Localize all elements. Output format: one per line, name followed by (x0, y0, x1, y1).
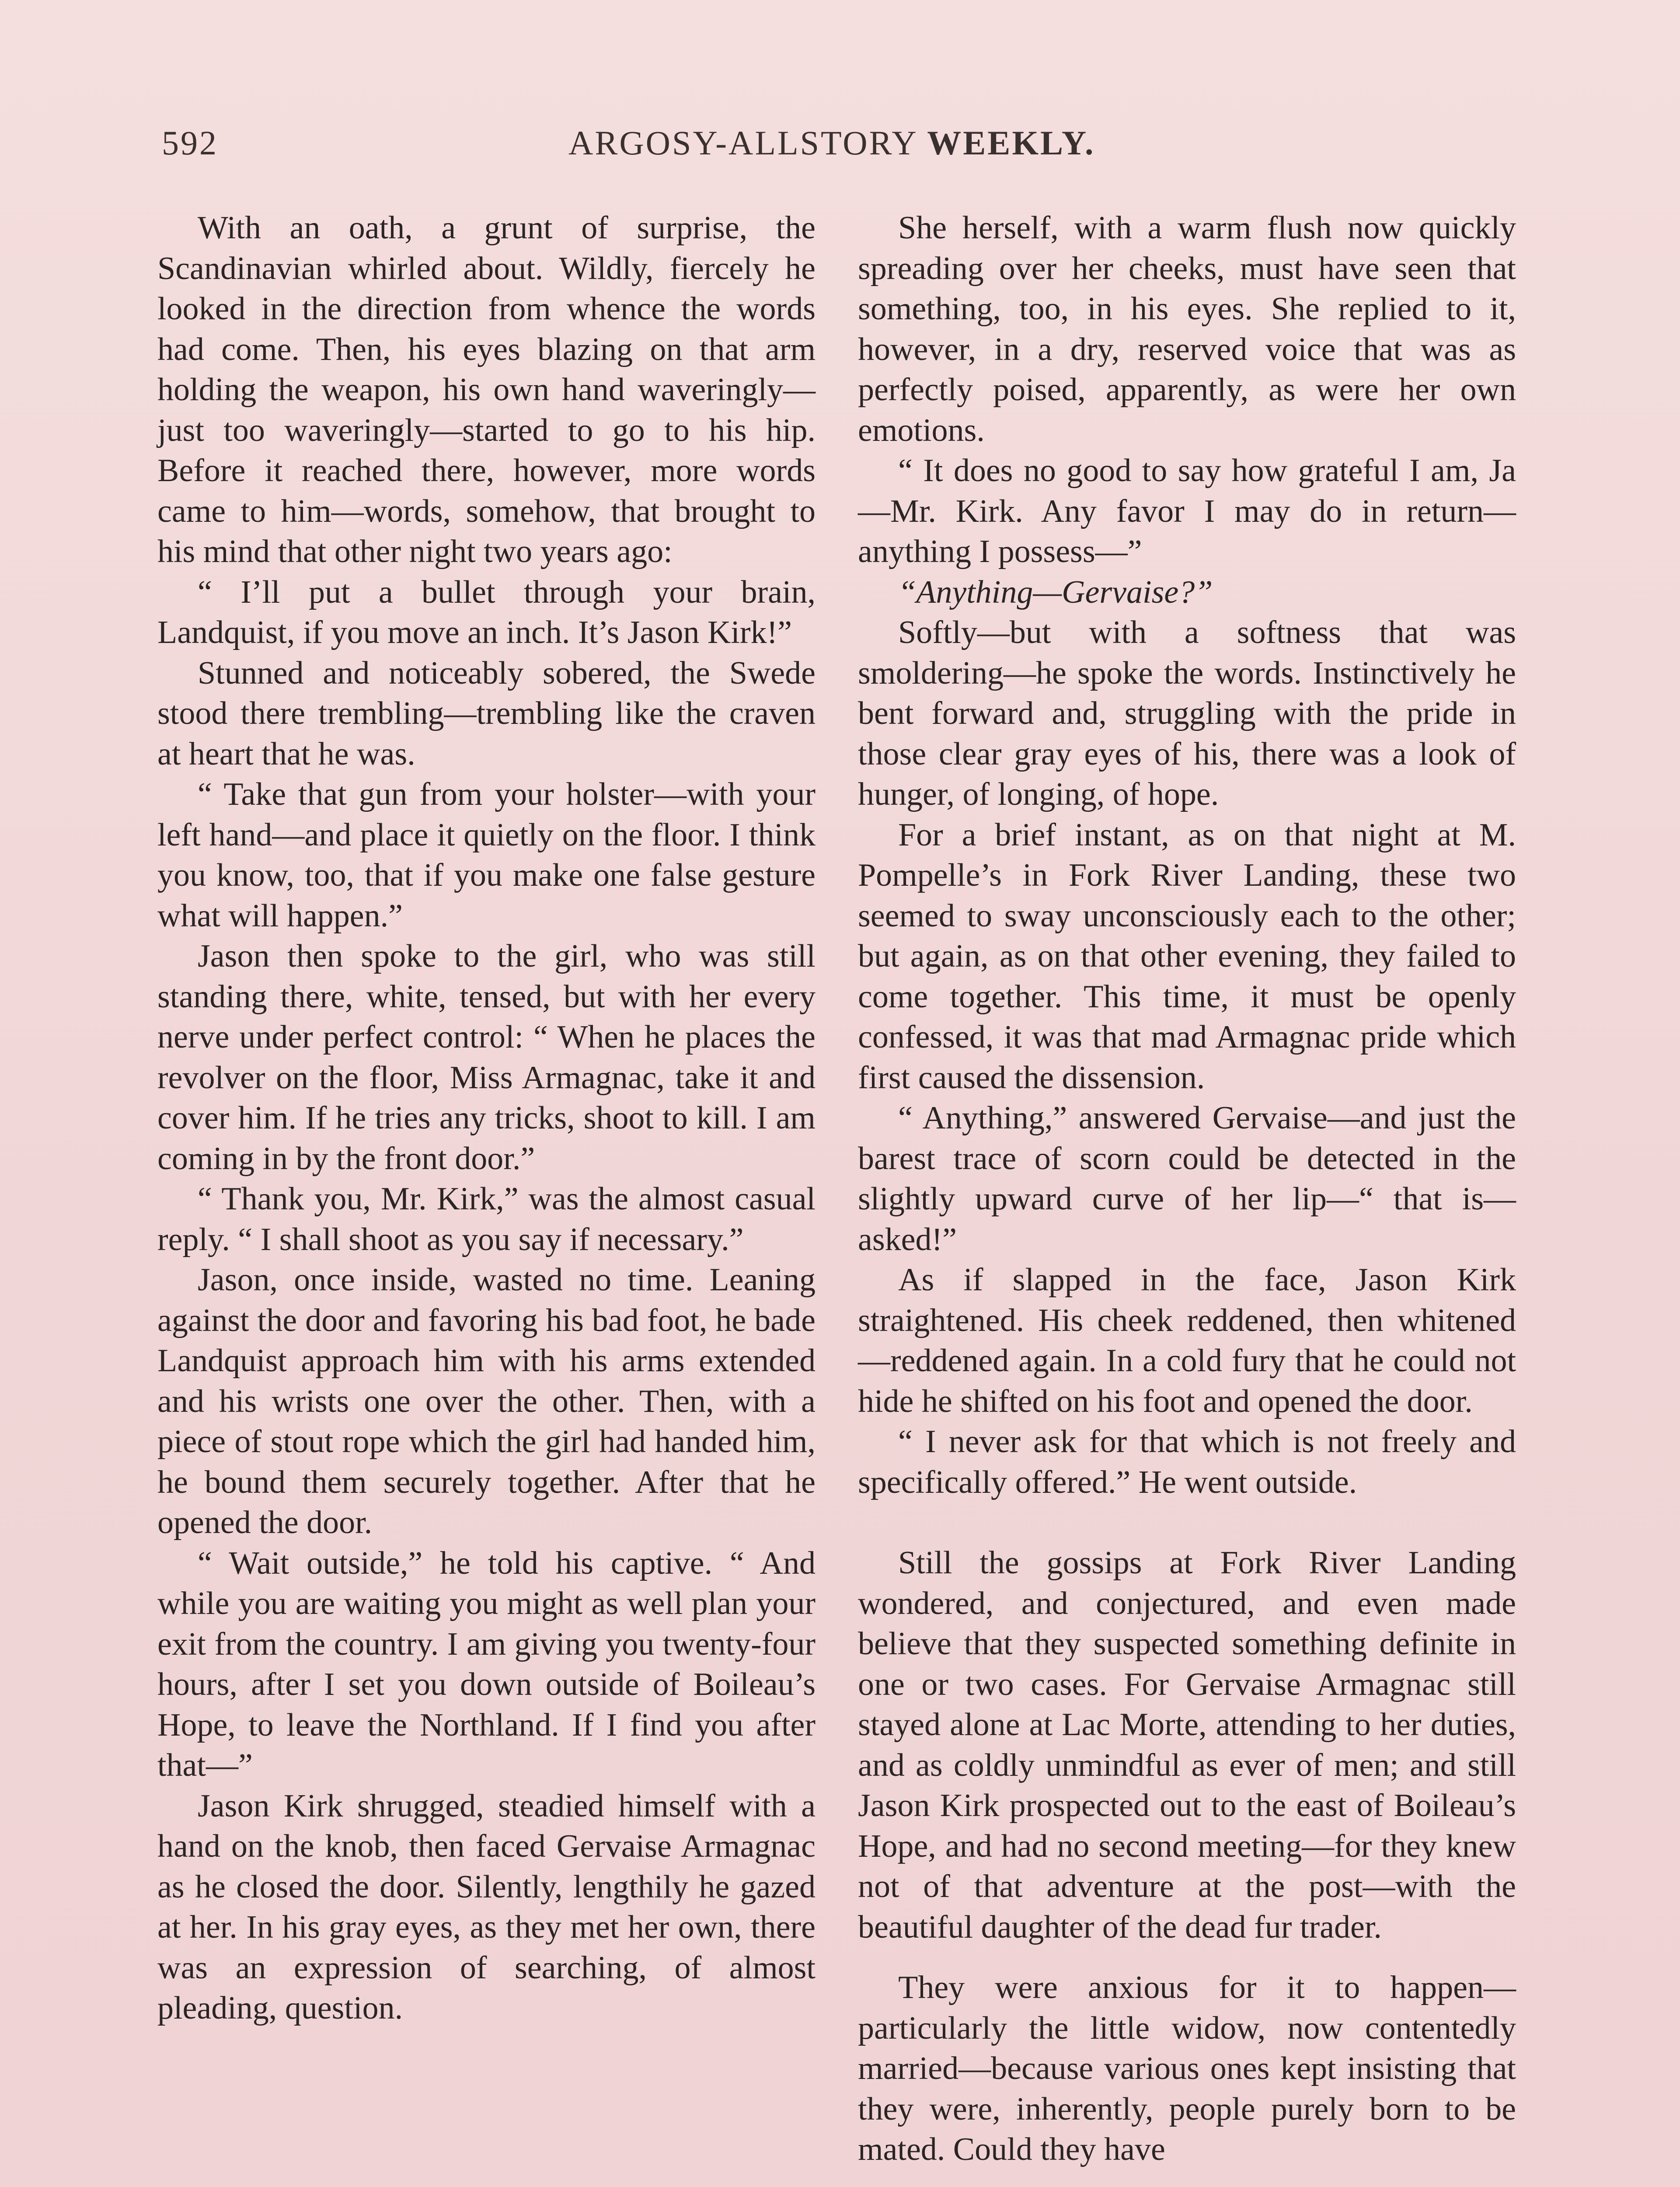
paragraph: Still the gossips at Fork River Landing wondered, and conjectured, and even made believe that they suspected something definite in one or two cases. For Gervaise Armagnac still stayed alone at Lac Morte, attending to her duties, and as coldly unmindful as ever of men; and still Jason Kirk prospected out to the east of Boileau’s Hope, and had no second meeting—for they knew not of that adventure at the post—with the beautiful daughter of the dead fur trader. (858, 1545, 1516, 1945)
paragraph: Stunned and noticeably sobered, the Swede stood there trembling—trembling like the craven at heart that he was. (157, 655, 816, 772)
paragraph: They were anxious for it to happen—particularly the little widow, now contentedly married—because various ones kept insisting that they were, inherently, people purely born to be mated. Could they have (858, 1970, 1516, 2167)
paragraph: Jason then spoke to the girl, who was still standing there, white, tensed, but with her every nerve under perfect control: “ When he places the revolver on the floor, Miss Armagnac, take it and cover him. If he tries any tricks, shoot to kill. I am coming in by the front door.” (157, 938, 816, 1177)
running-header (162, 123, 1517, 171)
paragraph: For a brief instant, as on that night at M. Pompelle’s in Fork River Landing, these two seemed to sway unconsciously each to the other; but again, as on that other evening, they failed to come together. This time, it must be openly confessed, it was that mad Armagnac pride which first caused the dissension. (858, 817, 1516, 1096)
paragraph: She herself, with a warm flush now quickly spreading over her cheeks, must have seen that something, too, in his eyes. She replied to it, however, in a dry, reserved voice that was as perfectly poised, apparently, as were her own emotions. (858, 210, 1516, 448)
paragraph: Jason, once inside, wasted no time. Leaning against the door and favoring his bad foot, he bade Landquist approach him with his arms extended and his wrists one over the other. Then, with a piece of stout rope which the girl had handed him, he bound them securely together. After that he opened the door. (157, 1262, 816, 1541)
title-regular: ARGOSY-ALLSTORY (568, 124, 927, 162)
magazine-title (568, 123, 1095, 163)
paragraph: “ Wait outside,” he told his captive. “ And while you are waiting you might as well plan your exit from the country. I am giving you twenty-four hours, after I set you down outside of Boileau’s Hope, to leave the Northland. If I find you after that—” (157, 1545, 816, 1783)
paragraph: As if slapped in the face, Jason Kirk straightened. His cheek reddened, then whitened—reddened again. In a cold fury that he could not hide he shifted on his foot and opened the door. (858, 1262, 1516, 1419)
paragraph: “ Thank you, Mr. Kirk,” was the almost casual reply. “ I shall shoot as you say if necessary.” (157, 1181, 816, 1258)
paragraph: With an oath, a grunt of surprise, the Scandinavian whirled about. Wildly, fiercely he looked in the direction from whence the words had come. Then, his eyes blazing on that arm holding the weapon, his own hand waveringly—just too waveringly—started to go to his hip. Before it reached there, however, more words came to him—words, somehow, that brought to his mind that other night two years ago: (157, 210, 816, 569)
paragraph: “ I never ask for that which is not freely and specifically offered.” He went outside. (858, 1424, 1516, 1500)
right-column (858, 208, 1516, 2170)
paragraph: “ Take that gun from your holster—with your left hand—and place it quietly on the floor. I think you know, too, that if you make one false gesture what will happen.” (157, 776, 816, 934)
left-column (157, 208, 816, 2029)
paragraph: “ It does no good to say how grateful I am, Ja—Mr. Kirk. Any favor I may do in return—anything I possess—” (858, 453, 1516, 569)
paragraph: Jason Kirk shrugged, steadied himself with a hand on the knob, then faced Gervaise Armagnac as he closed the door. Silently, lengthily he gazed at her. In his gray eyes, as they met her own, there was an expression of searching, of almost pleading, question. (157, 1788, 816, 2026)
paragraph: “ Anything,” answered Gervaise—and just the barest trace of scorn could be detected in the slightly upward curve of her lip—“ that is—asked!” (858, 1100, 1516, 1258)
page-number: 592 (162, 124, 218, 162)
paragraph: “Anything—Gervaise?” (898, 574, 1213, 610)
paragraph: “ I’ll put a bullet through your brain, Landquist, if you move an inch. It’s Jason Kirk!” (157, 574, 816, 650)
title-bold: WEEKLY. (927, 124, 1095, 162)
paragraph: Softly—but with a softness that was smoldering—he spoke the words. Instinctively he bent forward and, struggling with the pride in those clear gray eyes of his, there was a look of hunger, of longing, of hope. (858, 615, 1516, 812)
